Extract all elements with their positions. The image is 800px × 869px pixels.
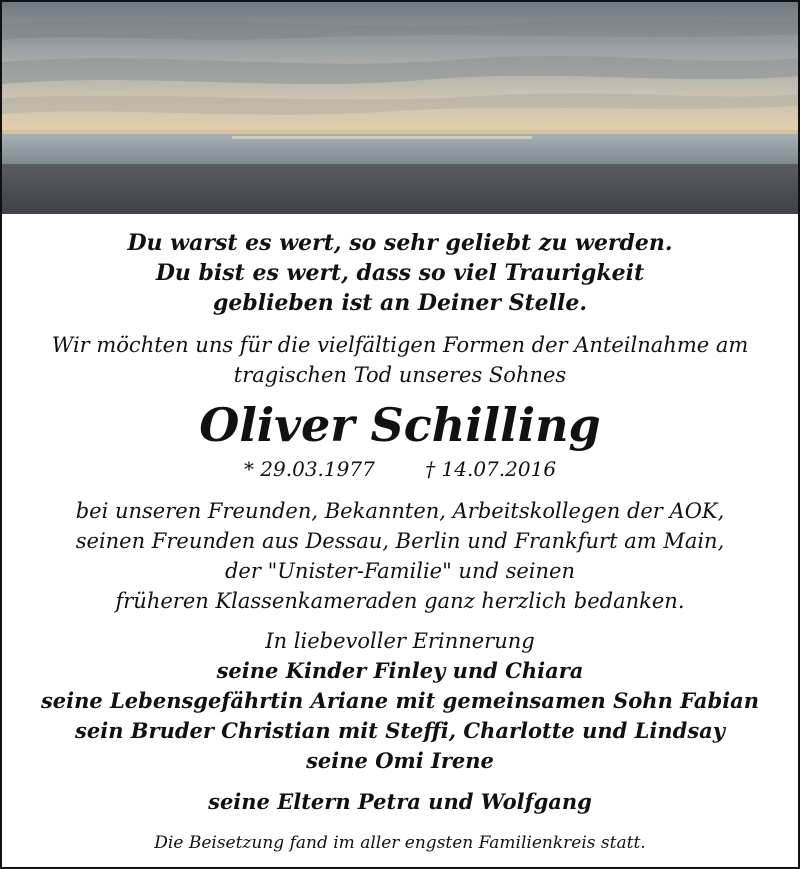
beach (2, 164, 798, 214)
mourner-line: seine Kinder Finley und Chiara (216, 658, 584, 683)
memory-intro: In liebevoller Erinnerung (265, 629, 535, 653)
recipients-line: früheren Klassenkameraden ganz herzlich bedanken. (115, 589, 685, 613)
thanks-intro-line: Wir möchten uns für die vielfältigen Formen der Anteilnahme am (51, 333, 749, 357)
life-dates (2, 457, 798, 481)
mourner-line: sein Bruder Christian mit Steffi, Charlotte und Lindsay (75, 718, 725, 743)
mourner-line: seine Omi Irene (306, 748, 494, 773)
parents-line: seine Eltern Petra und Wolfgang (208, 789, 592, 814)
sunset-sea-photo (2, 2, 798, 214)
deceased-name: Oliver Schilling (199, 398, 601, 452)
quote-line: Du bist es wert, dass so viel Traurigkeit (155, 260, 645, 286)
thanks-intro-line: tragischen Tod unseres Sohnes (233, 363, 567, 387)
birth-date: * 29.03.1977 (243, 457, 375, 481)
death-date: † 14.07.2016 (425, 457, 557, 481)
sea-shimmer (232, 136, 532, 139)
mourner-line: seine Lebensgefährtin Ariane mit gemeinsamen Sohn Fabian (40, 688, 760, 713)
recipients-line: der "Unister-Familie" und seinen (224, 559, 576, 583)
recipients-line: bei unseren Freunden, Bekannten, Arbeitskollegen der AOK, (75, 499, 725, 523)
memorial-quote (2, 228, 798, 318)
funeral-note: Die Beisetzung fand im aller engsten Familienkreis statt. (154, 833, 646, 853)
recipients-line: seinen Freunden aus Dessau, Berlin und Frankfurt am Main, (75, 529, 725, 553)
thanks-recipients (2, 496, 798, 616)
mourners-list (2, 626, 798, 776)
quote-line: Du warst es wert, so sehr geliebt zu werden. (127, 230, 673, 256)
horizon-line (2, 130, 798, 134)
quote-line: geblieben ist an Deiner Stelle. (212, 290, 588, 316)
thanks-intro (2, 330, 798, 390)
